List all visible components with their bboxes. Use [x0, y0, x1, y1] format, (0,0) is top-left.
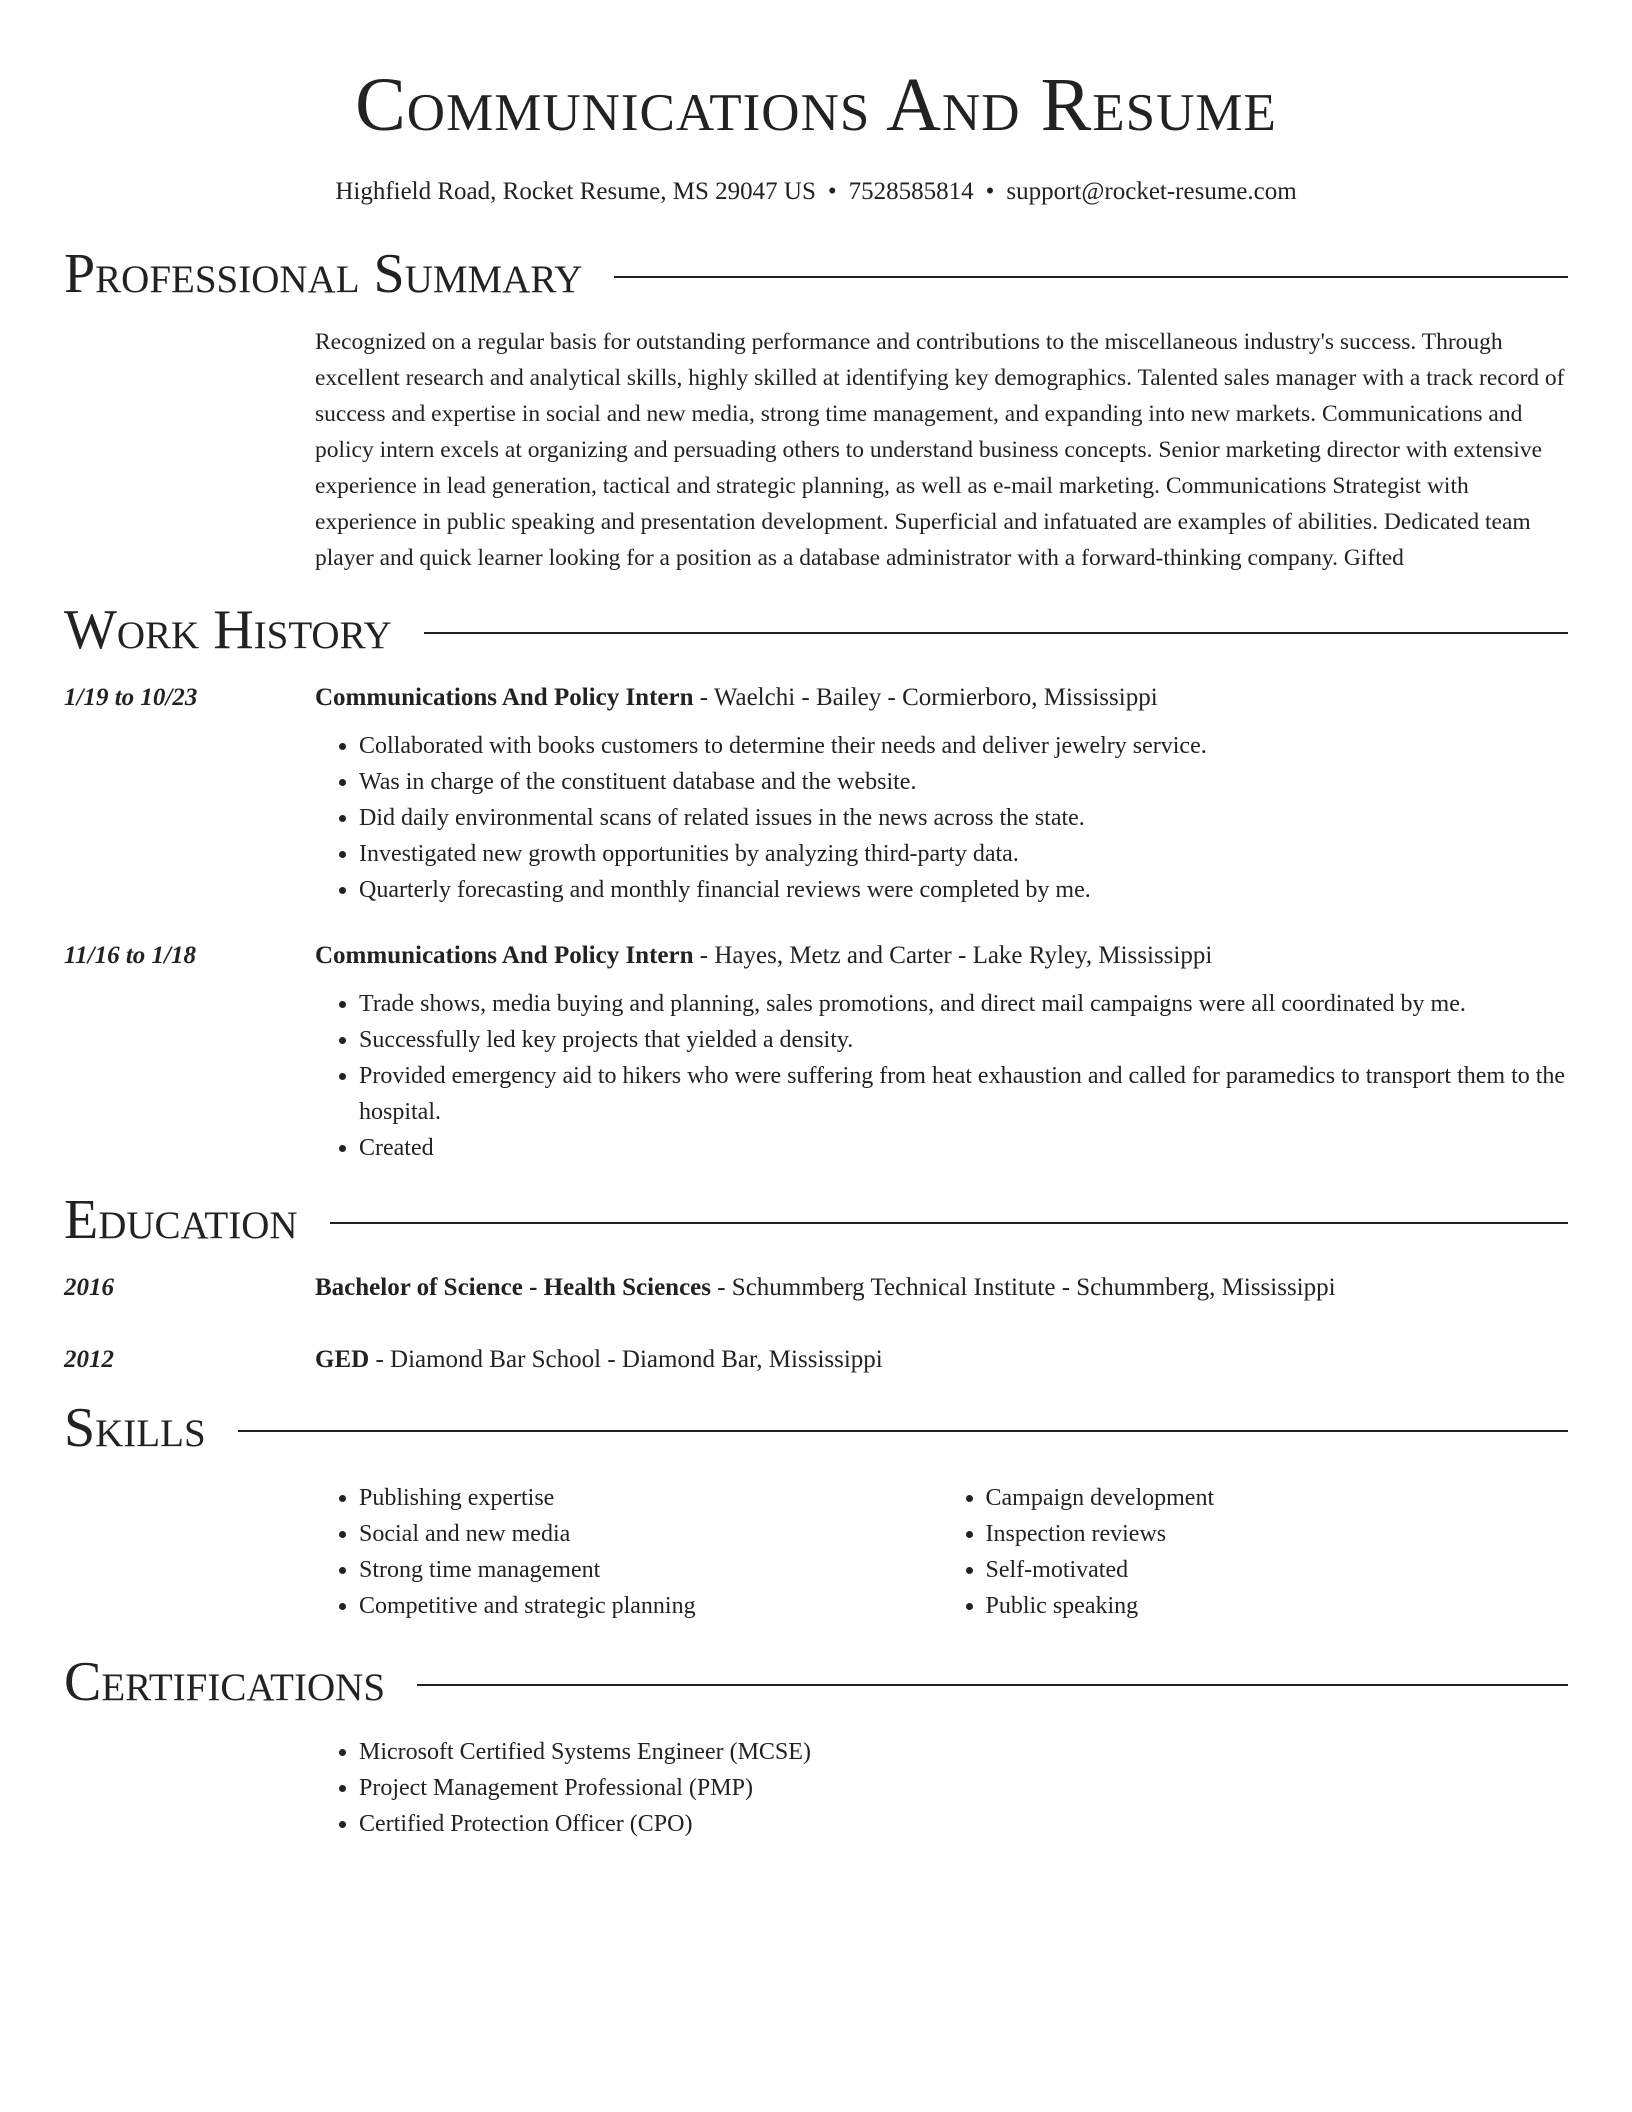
job-bullets: [315, 728, 1568, 908]
skills-list-right: [942, 1480, 1569, 1624]
skills-columns: [315, 1480, 1568, 1624]
list-item: • Strong time management: [359, 1552, 942, 1588]
certifications-heading: Certifications: [64, 1651, 386, 1713]
list-item: • Was in charge of the constituent database and the website.: [359, 764, 1568, 800]
list-item: • Certified Protection Officer (CPO): [359, 1806, 1568, 1842]
job-title: Communications And Policy Intern: [315, 942, 694, 969]
job-employer: - Waelchi - Bailey - Cormierboro, Mississippi: [693, 684, 1158, 711]
education-heading: Education: [64, 1189, 298, 1251]
list-item: • Publishing expertise: [359, 1480, 942, 1516]
education-entry: [64, 1270, 1568, 1306]
job-title: Communications And Policy Intern: [315, 684, 694, 711]
certifications-row: [64, 1734, 1568, 1842]
job-body: [315, 938, 1568, 1166]
summary-row: [64, 324, 1568, 576]
education-body: [315, 1342, 1568, 1378]
certifications-spacer: [64, 1734, 315, 1842]
list-item: • Collaborated with books customers to determine their needs and deliver jewelry service.: [359, 728, 1568, 764]
education-section-header: [64, 1190, 1568, 1250]
list-item: • Did daily environmental scans of related issues in the news across the state.: [359, 800, 1568, 836]
education-entry: [64, 1342, 1568, 1378]
job-dates: 11/16 to 1/18: [64, 942, 196, 969]
contact-line: [64, 176, 1568, 208]
section-divider: [417, 1684, 1568, 1686]
list-item: • Competitive and strategic planning: [359, 1588, 942, 1624]
education-body: [315, 1270, 1568, 1306]
list-item: • Social and new media: [359, 1516, 942, 1552]
section-divider: [424, 632, 1568, 634]
resume-name: Communications And Resume: [355, 63, 1277, 147]
job-dates: 1/19 to 10/23: [64, 684, 198, 711]
certifications-list: [315, 1734, 1568, 1842]
education-year: 2016: [64, 1274, 114, 1301]
summary-section-header: [64, 244, 1568, 304]
skills-heading: Skills: [64, 1397, 206, 1459]
education-school: - Schummberg Technical Institute - Schummberg, Mississippi: [710, 1274, 1336, 1301]
education-school: - Diamond Bar School - Diamond Bar, Mississippi: [369, 1346, 883, 1373]
contact-separator: •: [985, 178, 995, 205]
summary-heading: Professional Summary: [64, 243, 583, 305]
list-item: • Successfully led key projects that yielded a density.: [359, 1022, 1568, 1058]
job-employer: - Hayes, Metz and Carter - Lake Ryley, Mississippi: [693, 942, 1213, 969]
skills-section-header: [64, 1398, 1568, 1458]
contact-separator: •: [827, 178, 837, 205]
skills-spacer: [64, 1480, 315, 1624]
summary-spacer: [64, 324, 315, 576]
job-body: [315, 680, 1568, 908]
contact-email: support@rocket-resume.com: [1006, 178, 1297, 205]
resume-page: [64, 0, 1568, 1842]
list-item: • Quarterly forecasting and monthly financial reviews were completed by me.: [359, 872, 1568, 908]
list-item: • Campaign development: [986, 1480, 1569, 1516]
job-bullets: [315, 986, 1568, 1166]
certifications-body: [315, 1734, 1568, 1842]
job-entry: [64, 680, 1568, 908]
list-item: • Self-motivated: [986, 1552, 1569, 1588]
list-item: • Inspection reviews: [986, 1516, 1569, 1552]
list-item: • Created: [359, 1130, 1568, 1166]
education-degree: Bachelor of Science - Health Sciences: [315, 1274, 711, 1301]
list-item: • Microsoft Certified Systems Engineer (MCSE): [359, 1734, 1568, 1770]
job-entry: [64, 938, 1568, 1166]
work-section-header: [64, 600, 1568, 660]
education-year: 2012: [64, 1346, 114, 1373]
list-item: • Provided emergency aid to hikers who were suffering from heat exhaustion and called for paramedics to transport them to the hospital.: [359, 1058, 1568, 1130]
section-divider: [330, 1222, 1568, 1224]
certifications-section-header: [64, 1652, 1568, 1712]
contact-address: Highfield Road, Rocket Resume, MS 29047 US: [335, 178, 816, 205]
contact-phone: 7528585814: [848, 178, 974, 205]
section-divider: [238, 1430, 1568, 1432]
list-item: • Project Management Professional (PMP): [359, 1770, 1568, 1806]
job-heading: [315, 938, 1568, 974]
list-item: • Public speaking: [986, 1588, 1569, 1624]
skills-row: [64, 1480, 1568, 1624]
job-heading: [315, 680, 1568, 716]
skills-list-left: [315, 1480, 942, 1624]
list-item: • Investigated new growth opportunities by analyzing third-party data.: [359, 836, 1568, 872]
section-divider: [614, 276, 1568, 278]
education-degree: GED: [315, 1346, 370, 1373]
list-item: • Trade shows, media buying and planning, sales promotions, and direct mail campaigns were all coordinated by me.: [359, 986, 1568, 1022]
work-heading: Work History: [64, 599, 392, 661]
summary-text: Recognized on a regular basis for outstanding performance and contributions to the miscellaneous industry's success. Through excellent research and analytical skills, highly skilled at identifying key demographics. Talented sales manager with a track record of success and expertise in social and new media, strong time management, and expanding into new markets. Communications and policy intern excels at organizing and persuading others to understand business concepts. Senior marketing director with extensive experience in lead generation, tactical and strategic planning, as well as e-mail marketing. Communications Strategist with experience in public speaking and presentation development. Superficial and infatuated are examples of abilities. Dedicated team player and quick learner looking for a position as a database administrator with a forward-thinking company. Gifted: [315, 329, 1565, 571]
